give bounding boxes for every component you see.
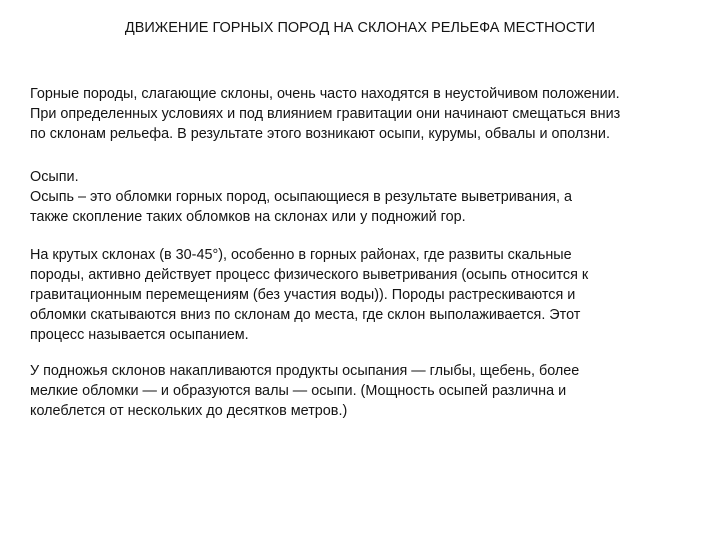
text-line: Горные породы, слагающие склоны, очень часто находятся в неустойчивом положении. (30, 86, 620, 102)
text-line: по склонам рельефа. В результате этого возникают осыпи, курумы, обвалы и оползни. (30, 126, 610, 142)
slide-title: ДВИЖЕНИЕ ГОРНЫХ ПОРОД НА СКЛОНАХ РЕЛЬЕФА МЕСТНОСТИ (124, 20, 596, 36)
paragraph-talus-definition (30, 167, 695, 227)
text-line: породы, активно действует процесс физического выветривания (осыпь относится к (30, 267, 589, 283)
text-line: У подножья склонов накапливаются продукты осыпания — глыбы, щебень, более (30, 363, 580, 379)
text-line: обломки скатываются вниз по склонам до места, где склон выполаживается. Этот (30, 307, 581, 323)
paragraph-slope-foot (30, 361, 695, 421)
text-line: гравитационным перемещениям (без участия воды)). Породы растрескиваются и (30, 287, 576, 303)
text-line: Осыпь – это обломки горных пород, осыпающиеся в результате выветривания, а (30, 189, 573, 205)
paragraph-steep-slopes (30, 245, 695, 345)
text-line: мелкие обломки — и образуются валы — осыпи. (Мощность осыпей различна и (30, 383, 567, 399)
text-line: также скопление таких обломков на склонах или у подножий гор. (30, 209, 466, 225)
text-line: При определенных условиях и под влиянием гравитации они начинают смещаться вниз (30, 106, 621, 122)
text-line: процесс называется осыпанием. (30, 327, 249, 343)
paragraph-intro (30, 84, 695, 144)
text-line: На крутых склонах (в 30-45°), особенно в горных районах, где развиты скальные (30, 247, 572, 263)
section-heading: Осыпи. (30, 169, 79, 185)
text-line: колеблется от нескольких до десятков метров.) (30, 403, 348, 419)
